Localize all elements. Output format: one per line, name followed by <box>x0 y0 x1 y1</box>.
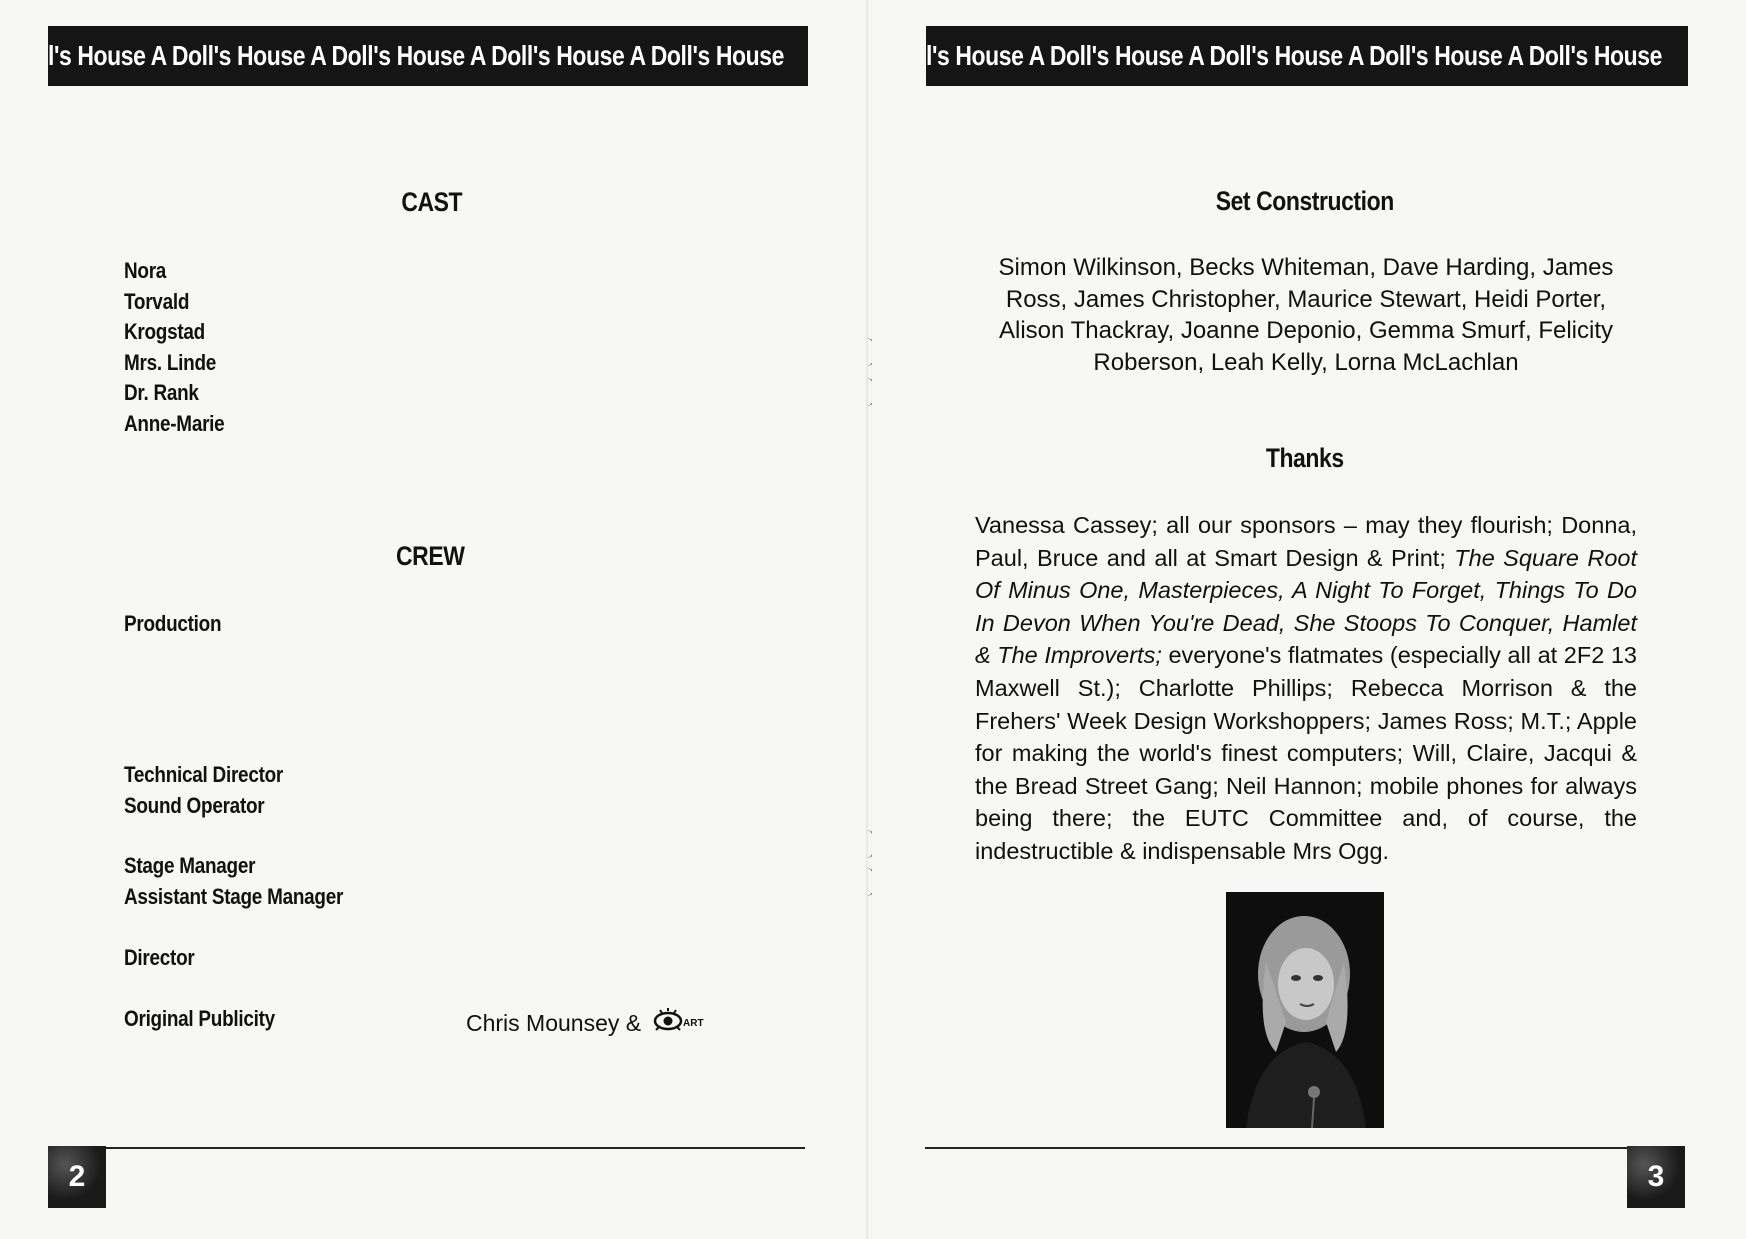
crew-role: Original Publicity <box>124 1006 275 1031</box>
cast-role: Nora <box>124 258 167 283</box>
left-page <box>0 0 868 1239</box>
title-banner-right: l's House A Doll's House A Doll's House A Doll's House A Doll's House <box>926 26 1688 86</box>
page-number-right: 3 <box>1627 1146 1685 1208</box>
publicity-role <box>124 1004 300 1035</box>
crew-role: Sound Operator <box>124 792 265 818</box>
crew-role: Production <box>124 611 222 636</box>
logo-text: ART <box>682 1018 704 1029</box>
thanks-text-italic: The Square Root Of Minus One, Masterpieces, A Night To Forget, Things To Do In Devon When You're Dead, She Stoops To Conquer, Hamlet & The Improverts; <box>975 544 1637 669</box>
cast-heading: CAST <box>401 187 463 217</box>
cast-roles <box>124 256 241 439</box>
set-construction-list: Simon Wilkinson, Becks Whiteman, Dave Harding, James Ross, James Christopher, Maurice Stewart, Heidi Porter, Alison Thackray, Joanne Deponio, Gemma Smurf, Felicity Roberson, Leah Kelly, Lorna McLachlan <box>998 254 1614 376</box>
cast-role: Mrs. Linde <box>124 349 217 375</box>
page-number-left: 2 <box>48 1146 106 1208</box>
thanks-heading: Thanks <box>1266 443 1344 473</box>
cast-role: Torvald <box>124 288 190 314</box>
thanks-text <box>975 509 1637 868</box>
cast-role: Dr. Rank <box>124 380 199 405</box>
thanks-text-part2: everyone's flatmates (especially all at 2F2 13 Maxwell St.); Charlotte Phillips; Rebecca Morrison & the Frehers' Week Design Workshoppers; James Ross; M.T.; Apple for making the world's finest computers; Will, Claire, Jacqui & the Bread Street Gang; Neil Hannon; mobile phones for always being there; the EUTC Committee and, of course, the indestructible & indispensable Mrs Ogg. <box>975 642 1638 864</box>
eye-art-logo-icon <box>652 1006 712 1044</box>
crew-role: Technical Director <box>124 762 284 787</box>
crew-role: Stage Manager <box>124 853 256 878</box>
stage-roles <box>124 851 379 912</box>
director-role <box>124 943 206 974</box>
footer-rule-right <box>925 1147 1627 1149</box>
cast-role: Krogstad <box>124 319 205 344</box>
portrait-photo <box>1226 892 1384 1128</box>
thanks-text-part1: Vanessa Cassey; all our sponsors – may they flourish; Donna, Paul, Bruce and all at Smart Design & Print; <box>975 512 1637 571</box>
tech-roles <box>124 760 309 821</box>
publicity-name: Chris Mounsey & <box>466 1010 642 1037</box>
crew-role: Director <box>124 945 195 970</box>
set-construction-heading: Set Construction <box>1215 186 1395 216</box>
production-role <box>124 609 237 640</box>
crew-heading: CREW <box>396 541 465 571</box>
footer-rule-left <box>48 1147 805 1149</box>
cast-role: Anne-Marie <box>124 410 225 436</box>
title-banner-left: l's House A Doll's House A Doll's House A Doll's House A Doll's House <box>48 26 808 86</box>
publicity-credit <box>466 1006 712 1037</box>
crew-role: Assistant Stage Manager <box>124 883 344 909</box>
